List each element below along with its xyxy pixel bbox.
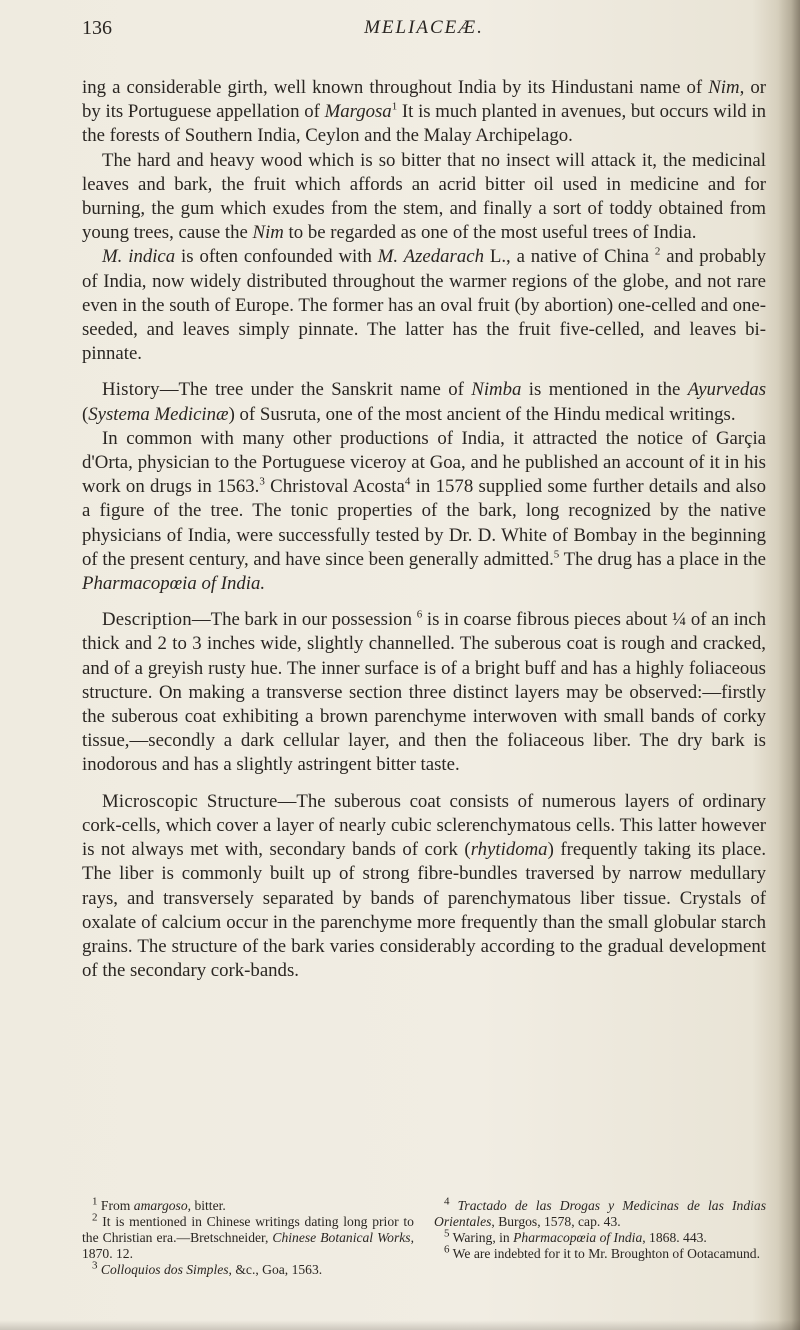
footnote-ref: 4 bbox=[404, 475, 411, 488]
section-heading: History bbox=[102, 379, 160, 401]
text-run: in 1578 supplied some further details and also a figure of the tree. The tonic properties of the bark, long recognized by the native physicians of India, were successfully tested by Dr. D. White of Bombay in the beginning of the present century, and have since been generally admitted. bbox=[82, 476, 766, 570]
italic-term: amargoso bbox=[133, 1198, 188, 1213]
footnote-2 bbox=[82, 1211, 414, 1262]
text-run: In common with many other productions of India, it attracted the notice of Garçia d'Orta, physician to the Portuguese viceroy at Goa, and he published an account of it in his work on drugs in 1563. bbox=[82, 427, 766, 498]
text-run: Christoval Acosta bbox=[264, 476, 405, 498]
footnote-1 bbox=[82, 1195, 414, 1214]
footnote-ref: 6 bbox=[416, 609, 423, 621]
text-run: ( bbox=[82, 403, 89, 425]
footnote-4 bbox=[434, 1195, 766, 1230]
italic-term: Nimba bbox=[471, 379, 522, 401]
footnote-6 bbox=[434, 1243, 766, 1262]
footnotes-right-column bbox=[434, 1195, 766, 1278]
running-head: MELIACEÆ. bbox=[364, 17, 484, 38]
footnote-number: 1 bbox=[92, 1195, 98, 1208]
footnote-number: 6 bbox=[444, 1243, 450, 1256]
text-run: is often confounded with bbox=[175, 246, 378, 268]
page-number: 136 bbox=[82, 17, 112, 39]
paragraph-microscopic bbox=[82, 790, 766, 984]
text-run: —The suberous coat consists of numerous layers of ordinary cork-cells, which cover a layer of nearly cubic sclerenchymatous cells. This latter however is not always met with, secondary bands of cork ( bbox=[82, 790, 766, 861]
italic-term: Tractado de las Drogas y Medicinas de las Indias Orientales bbox=[434, 1198, 766, 1229]
text-run: ) of Susruta, one of the most ancient of the Hindu medical writings. bbox=[228, 403, 736, 425]
text-run: From bbox=[100, 1198, 134, 1213]
italic-term: rhytidoma bbox=[470, 839, 548, 861]
footnote-ref: 2 bbox=[654, 246, 661, 259]
footnote-number: 2 bbox=[92, 1211, 98, 1224]
footnote-number: 3 bbox=[92, 1259, 98, 1272]
text-run: The drug has a place in the bbox=[559, 548, 766, 570]
footnote-5 bbox=[434, 1227, 766, 1246]
italic-term: Ayurvedas bbox=[687, 379, 767, 401]
text-run: is in coarse fibrous pieces about ¼ of an inch thick and 2 to 3 inches wide, slightly channelled. The suberous coat is rough and cracked, and of a greyish rusty hue. The inner surface is of a bright buff and has a highly foliaceous structure. On making a transverse section three distinct layers may be observed:—firstly the suberous coat exhibiting a brown parenchyme interwoven with small bands of corky tissue,—secondly a dark cellular layer, and then the foliaceous liber. The dry bark is inodorous and has a slightly astringent bitter taste. bbox=[82, 609, 766, 776]
italic-term: Nim bbox=[252, 222, 284, 244]
page-bottom-shadow bbox=[0, 1320, 800, 1330]
text-run: L., a native of China bbox=[483, 246, 655, 268]
footnote-ref: 1 bbox=[391, 100, 398, 113]
text-run: It is much planted in avenues, but occurs wild in the forests of Southern India, Ceylon and the Malay Archipelago. bbox=[82, 101, 766, 147]
text-run: , 1870. 12. bbox=[82, 1230, 414, 1261]
italic-term: Pharmacopœia of India. bbox=[82, 573, 266, 595]
paragraph-uses bbox=[82, 149, 766, 246]
italic-term: Nim bbox=[708, 77, 740, 98]
text-run: ing a considerable girth, well known throughout India by its Hindustani name of bbox=[82, 77, 709, 98]
text-run: We are indebted for it to Mr. Broughton of Ootacamund. bbox=[452, 1246, 760, 1261]
italic-term: Margosa bbox=[324, 101, 392, 123]
text-run: is mentioned in the bbox=[521, 379, 688, 401]
text-run: —The bark in our possession bbox=[191, 609, 417, 631]
paragraph-history-continued bbox=[82, 427, 766, 596]
text-run: , bitter. bbox=[187, 1198, 226, 1213]
footnote-3 bbox=[82, 1259, 414, 1278]
text-run: The hard and heavy wood which is so bitter that no insect will attack it, the medicinal leaves and bark, the fruit which affords an acrid bitter oil used in medicine and for burning, the gum which exudes from the stem, and finally a sort of toddy obtained from young trees, cause the bbox=[82, 149, 766, 244]
footnotes bbox=[82, 1195, 766, 1278]
text-run: , or by its Portuguese appellation of bbox=[82, 77, 766, 123]
text-run: It is mentioned in Chinese writings dating long prior to the Christian era.—Bretschneider, bbox=[82, 1214, 414, 1245]
footnotes-left-column bbox=[82, 1195, 414, 1278]
section-heading: Microscopic Structure bbox=[102, 790, 278, 812]
footnote-number: 5 bbox=[444, 1227, 450, 1240]
paragraph-comparison bbox=[82, 245, 766, 366]
text-run: Waring, in bbox=[452, 1230, 514, 1245]
page-edge-shadow bbox=[778, 0, 800, 1330]
text-run: to be regarded as one of the most useful trees of India. bbox=[283, 222, 697, 244]
footnote-ref: 5 bbox=[553, 548, 560, 561]
italic-term: Systema Medicinæ bbox=[88, 403, 229, 425]
text-run: , Burgos, 1578, cap. 43. bbox=[491, 1214, 621, 1229]
italic-term: Colloquios dos Simples bbox=[100, 1262, 229, 1277]
footnote-number: 4 bbox=[444, 1195, 450, 1208]
italic-term: Chinese Botanical Works bbox=[272, 1230, 411, 1245]
italic-term: M. Azedarach bbox=[377, 246, 484, 268]
section-heading: Description bbox=[102, 609, 192, 631]
paragraph-history bbox=[82, 378, 766, 426]
italic-term: Pharmacopœia of India bbox=[513, 1230, 643, 1245]
text-run: , 1868. 443. bbox=[642, 1230, 707, 1245]
paragraph-description bbox=[82, 608, 766, 777]
paragraph-continuation bbox=[82, 76, 766, 149]
italic-term: M. indica bbox=[102, 246, 176, 268]
footnote-ref: 3 bbox=[259, 475, 265, 488]
text-run: ) frequently taking its place. The liber is commonly built up of strong fibre-bundles traversed by narrow medullary rays, and transversely separated by bands of parenchymatous liber tissue. Crystals of oxalate of calcium occur in the parenchyme more frequently than the small globular starch grains. The structure of the bark varies considerably according to the gradual development of the secondary cork-bands. bbox=[82, 839, 767, 982]
text-run: and probably of India, now widely distributed throughout the warmer regions of the globe, and not rare even in the south of Europe. The former has an oval fruit (by abortion) one-celled and one-seeded, and leaves simply pinnate. The latter has the fruit five-celled, and leaves bi-pinnate. bbox=[82, 246, 766, 365]
text-run: , &c., Goa, 1563. bbox=[228, 1262, 323, 1277]
text-run: —The tree under the Sanskrit name of bbox=[159, 379, 472, 401]
body-text bbox=[82, 76, 766, 983]
